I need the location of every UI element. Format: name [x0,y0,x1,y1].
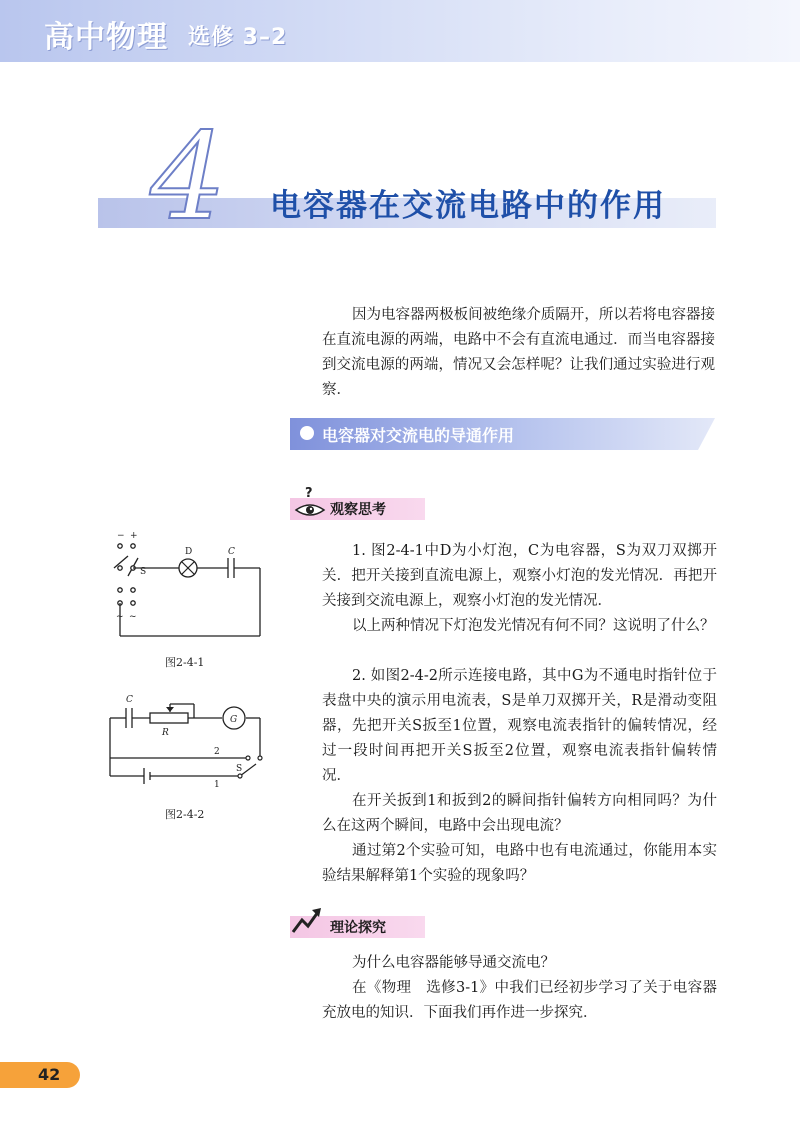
observe-title: 观察思考 [330,502,386,518]
eye-icon [294,502,326,518]
theory-title: 理论探究 [330,920,386,936]
book-volume: 选修 3–2 [188,25,288,50]
fig1-label-s: S [140,567,147,577]
lamp-symbol [179,559,197,577]
figure-2-4-1-circuit [100,528,270,648]
fig1-label-c: C [228,547,235,557]
intro-paragraph: 因为电容器两极板间被绝缘介质隔开，所以若将电容器接在直流电源的两端，电路中不会有直流电通过．而当电容器接到交流电源的两端，情况又会怎样呢？让我们通过实验进行观察． [322,307,715,398]
book-title: 高中物理 [44,20,168,55]
section-title: 电容器在交流电路中的作用 [270,188,666,224]
question-mark-icon: ? [305,486,313,501]
fig2-label-s: S [236,764,243,774]
theory-question: 为什么电容器能够导通交流电？ [352,955,555,971]
section-number: 4 [150,108,227,247]
page-number: 42 [38,1065,61,1084]
fig1-label-tilde-right: ~ [129,612,137,622]
fig2-label-r: R [162,728,169,738]
figure-2-4-1-caption: 图2-4-1 [165,656,205,669]
fig1-label-plus: + [130,531,138,541]
fig1-label-tilde-left: ~ [116,612,124,622]
trend-arrow-icon [290,904,324,938]
fig2-label-g: G [230,715,238,725]
figure-2-4-2-caption: 图2-4-2 [165,808,205,821]
experiment-2-question: 在开关扳到1和扳到2的瞬间指针偏转方向相同吗？为什么在这两个瞬间，电路中会出现电流？ [322,793,717,834]
theory-text: 在《物理 选修3-1》中我们已经初步学习了关于电容器充放电的知识．下面我们再作进一步探究． [322,980,717,1021]
experiment-1-text: 1. 图2-4-1中D为小灯泡，C为电容器，S为双刀双掷开关．把开关接到直流电源上，观察小灯泡的发光情况．再把开关接到交流电源上，观察小灯泡的发光情况． [322,543,717,609]
fig2-label-2: 2 [214,747,220,757]
figure-2-4-2-circuit [100,690,270,800]
subsection-title: 电容器对交流电的导通作用 [322,426,515,445]
bullet-icon [300,426,314,440]
fig1-label-d: D [185,547,193,557]
experiment-1-question: 以上两种情况下灯泡发光情况有何不同？这说明了什么？ [352,618,715,634]
rheostat-slider-arrow [166,707,174,712]
experiment-conclusion: 通过第2个实验可知，电路中也有电流通过，你能用本实验结果解释第1个实验的现象吗？ [322,843,717,884]
fig2-label-1: 1 [214,780,220,790]
experiment-2-text: 2. 如图2-4-2所示连接电路，其中G为不通电时指针位于表盘中央的演示用电流表，S是单刀双掷开关，R是滑动变阻器，先把开关S扳至1位置，观察电流表指针的偏转情况，经过一段时间再把开关S扳至2位置，观察电流表指针偏转情况． [322,668,717,784]
fig2-label-c: C [126,695,133,705]
fig1-label-minus: − [117,531,125,541]
